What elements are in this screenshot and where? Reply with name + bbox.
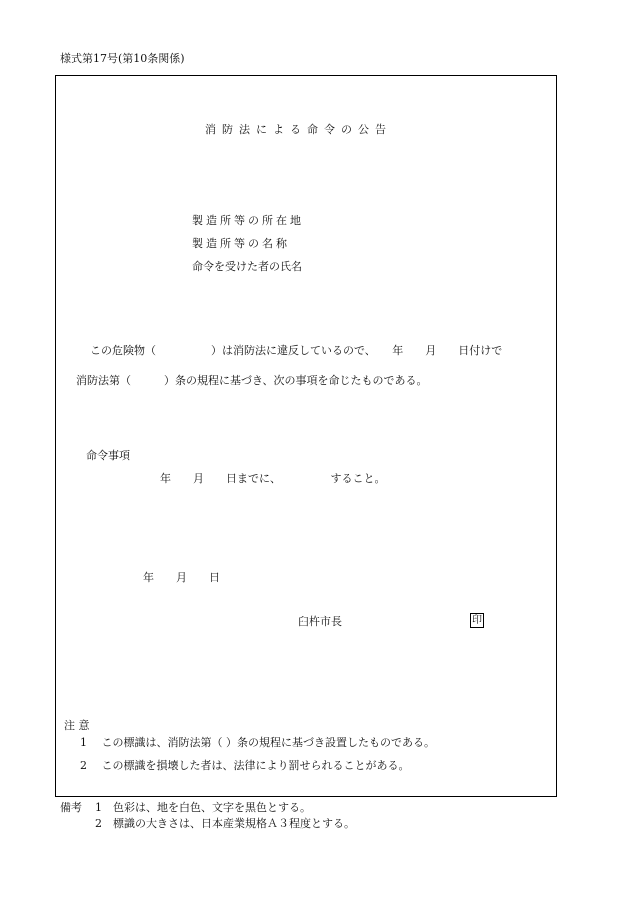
notes-heading: 注 意 (64, 719, 90, 732)
order-line: 年 月 日までに、 すること。 (160, 472, 386, 485)
order-heading: 命令事項 (86, 449, 130, 462)
field-recipient-label: 命令を受けた者の氏名 (192, 260, 302, 273)
date-line: 年 月 日 (143, 571, 220, 584)
body-line-2: 消防法第（ ）条の規程に基づき、次の事項を命じたものである。 (76, 374, 428, 387)
remarks-item-2: 2 標識の大きさは、日本産業規格Ａ３程度とする。 (95, 817, 355, 830)
body-line-1: この危険物（ ）は消防法に違反しているので、 年 月 日付けで (90, 344, 503, 357)
notice-title: 消防法による命令の公告 (205, 123, 392, 136)
note-item-1: 1 この標識は、消防法第（ ）条の規程に基づき設置したものである。 (80, 736, 435, 749)
remarks-item-1: 1 色彩は、地を白色、文字を黒色とする。 (95, 801, 311, 814)
field-location-label: 製造所等の所在地 (192, 214, 304, 227)
seal-box: 印 (472, 615, 482, 626)
notice-frame (55, 75, 557, 797)
issuer: 臼杵市長 (298, 615, 342, 628)
note-item-2: 2 この標識を損壊した者は、法律により罰せられることがある。 (80, 759, 410, 772)
field-name-label: 製造所等の名称 (192, 237, 290, 250)
form-number: 様式第17号(第10条関係) (60, 52, 185, 65)
remarks-label: 備考 (60, 801, 82, 814)
